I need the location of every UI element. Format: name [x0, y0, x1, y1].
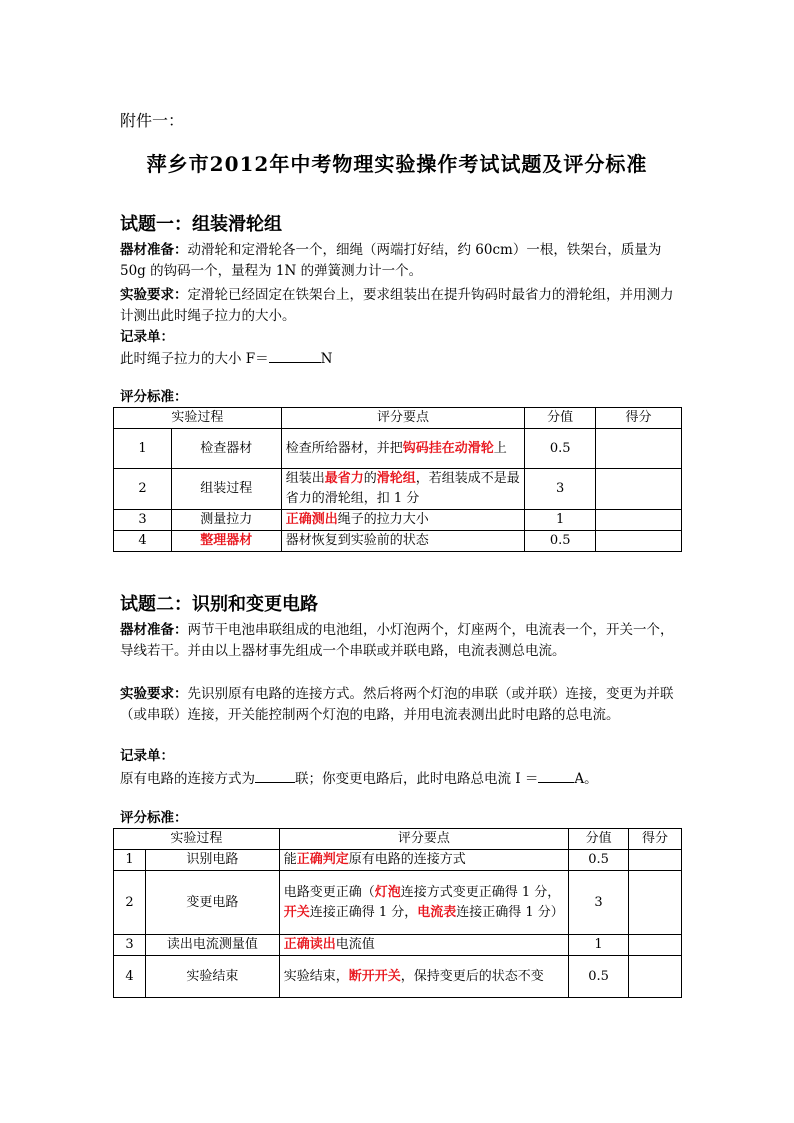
row-points	[279, 871, 568, 935]
row-points	[281, 531, 525, 552]
q1-equipment	[120, 240, 685, 282]
q2-record-blank	[255, 768, 295, 783]
q1-score-label: 评分标准：	[120, 389, 188, 405]
points-highlight: 断开开关	[348, 968, 401, 984]
row-value: 0.5	[569, 956, 629, 998]
row-number: 2	[114, 871, 146, 935]
header-cell: 评分要点	[279, 829, 568, 850]
q1-requirement-label: 实验要求：	[120, 287, 188, 303]
row-number: 2	[114, 469, 172, 510]
row-step: 组装过程	[171, 469, 281, 510]
header-cell: 分值	[569, 829, 629, 850]
q2-requirement-text: 先识别原有电路的连接方式。然后将两个灯泡的串联（或并联）连接，变更为并联（或串联）连接，开关能控制两个灯泡的电路，并用电流表测出此时电路的总电流。	[120, 686, 674, 723]
points-highlight: 正确读出	[283, 937, 336, 952]
table-header-row	[114, 829, 682, 850]
table-row	[114, 429, 682, 469]
row-value: 1	[525, 510, 596, 531]
points-text: 连接方式变更正确得 1 分，	[400, 884, 561, 900]
row-step: 检查器材	[171, 429, 281, 469]
points-text: 检查所给器材，并把	[285, 440, 403, 456]
points-text: 电路变更正确（	[283, 884, 375, 900]
row-points	[281, 469, 525, 510]
table-row	[114, 469, 682, 510]
q2-record-text: 原有电路的连接方式为	[120, 771, 255, 787]
row-step: 实验结束	[145, 956, 279, 998]
q2-score-label: 评分标准：	[120, 810, 188, 826]
q1-requirement	[120, 285, 685, 327]
q2-record-blank	[538, 768, 574, 783]
row-score-blank	[629, 871, 682, 935]
row-value: 0.5	[525, 531, 596, 552]
q2-record-label: 记录单：	[120, 748, 174, 764]
row-number: 3	[114, 510, 172, 531]
q2-record-text: A。	[574, 771, 598, 787]
points-text: 原有电路的连接方式	[348, 852, 466, 867]
points-text: 连接正确得 1 分，	[309, 904, 418, 920]
row-step: 整理器材	[171, 531, 281, 552]
row-score-blank	[629, 956, 682, 998]
header-cell: 得分	[629, 829, 682, 850]
q1-score-table	[113, 407, 682, 552]
row-score-blank	[596, 531, 682, 552]
q1-record-blank	[269, 348, 321, 363]
row-number: 4	[114, 956, 146, 998]
table-row	[114, 510, 682, 531]
row-step: 测量拉力	[171, 510, 281, 531]
header-cell: 得分	[596, 408, 682, 429]
row-value: 0.5	[569, 850, 629, 871]
points-text: 电流值	[335, 937, 375, 952]
points-text: 组装出	[285, 471, 325, 486]
q1-equipment-text: 动滑轮和定滑轮各一个，细绳（两端打好结，约 60cm）一根，铁架台，质量为 50g 的钩码一个，量程为 1N 的弹簧测力计一个。	[120, 242, 662, 279]
q2-equipment	[120, 620, 685, 662]
row-number: 4	[114, 531, 172, 552]
points-highlight: 正确测出	[285, 512, 338, 527]
points-text: 能	[283, 852, 297, 867]
row-number: 3	[114, 935, 146, 956]
row-value: 3	[569, 871, 629, 935]
points-highlight: 正确判定	[296, 852, 349, 867]
points-text: ，保持变更后的状态不变	[400, 968, 544, 984]
points-text: 绳子的拉力大小	[337, 512, 429, 527]
row-step: 变更电路	[145, 871, 279, 935]
table-header-row	[114, 408, 682, 429]
row-points	[279, 850, 568, 871]
header-cell: 实验过程	[114, 829, 280, 850]
row-step: 读出电流测量值	[145, 935, 279, 956]
q1-equipment-label: 器材准备：	[120, 242, 188, 258]
q1-heading: 试题一：组装滑轮组	[120, 214, 282, 235]
q1-record-post: N	[320, 351, 333, 367]
points-text: 实验结束，	[283, 968, 349, 984]
points-text: 器材恢复到实验前的状态	[285, 533, 429, 548]
points-highlight: 开关	[283, 904, 310, 920]
table-row	[114, 871, 682, 935]
row-points	[279, 956, 568, 998]
row-score-blank	[629, 850, 682, 871]
row-number: 1	[114, 429, 172, 469]
points-highlight: 灯泡	[374, 884, 401, 900]
q2-requirement	[120, 684, 685, 726]
points-highlight: 电流表	[417, 904, 457, 920]
points-highlight: 钩码挂在动滑轮	[402, 440, 494, 456]
row-step: 识别电路	[145, 850, 279, 871]
q1-record-line	[120, 347, 332, 367]
document-title: 萍乡市2012年中考物理实验操作考试试题及评分标准	[146, 152, 648, 176]
table-row	[114, 850, 682, 871]
q2-record-text: 联；你变更电路后，此时电路总电流 I ＝	[295, 771, 539, 787]
row-points	[281, 510, 525, 531]
q1-requirement-text: 定滑轮已经固定在铁架台上，要求组装出在提升钩码时最省力的滑轮组，并用测力计测出此时绳子拉力的大小。	[120, 287, 674, 324]
q2-heading: 试题二：识别和变更电路	[120, 594, 318, 615]
points-text: 连接正确得 1 分）	[456, 904, 564, 920]
row-score-blank	[596, 429, 682, 469]
row-value: 0.5	[525, 429, 596, 469]
row-points	[281, 429, 525, 469]
table-row	[114, 935, 682, 956]
q2-equipment-label: 器材准备：	[120, 622, 188, 638]
header-cell: 分值	[525, 408, 596, 429]
points-highlight: 最省力	[324, 471, 364, 486]
row-value: 1	[569, 935, 629, 956]
q1-record-label: 记录单：	[120, 329, 174, 345]
row-score-blank	[629, 935, 682, 956]
header-cell: 评分要点	[281, 408, 525, 429]
points-text: 上	[493, 440, 507, 456]
q2-score-table	[113, 828, 682, 998]
header-cell: 实验过程	[114, 408, 282, 429]
points-highlight: 滑轮组	[376, 471, 416, 486]
points-text: ，若组装成不是最省力的滑轮组，扣 1 分	[285, 471, 520, 506]
row-value: 3	[525, 469, 596, 510]
points-text: 的	[363, 471, 377, 486]
q2-equipment-text: 两节干电池串联组成的电池组，小灯泡两个，灯座两个，电流表一个，开关一个，导线若干。并由以上器材事先组成一个串联或并联电路，电流表测总电流。	[120, 622, 674, 659]
row-score-blank	[596, 510, 682, 531]
table-row	[114, 956, 682, 998]
q2-record-line	[120, 767, 598, 787]
table-row	[114, 531, 682, 552]
row-score-blank	[596, 469, 682, 510]
q2-requirement-label: 实验要求：	[120, 686, 188, 702]
q1-record-pre: 此时绳子拉力的大小 F＝	[120, 351, 269, 367]
row-points	[279, 935, 568, 956]
row-number: 1	[114, 850, 146, 871]
attachment-label: 附件一：	[120, 111, 185, 130]
